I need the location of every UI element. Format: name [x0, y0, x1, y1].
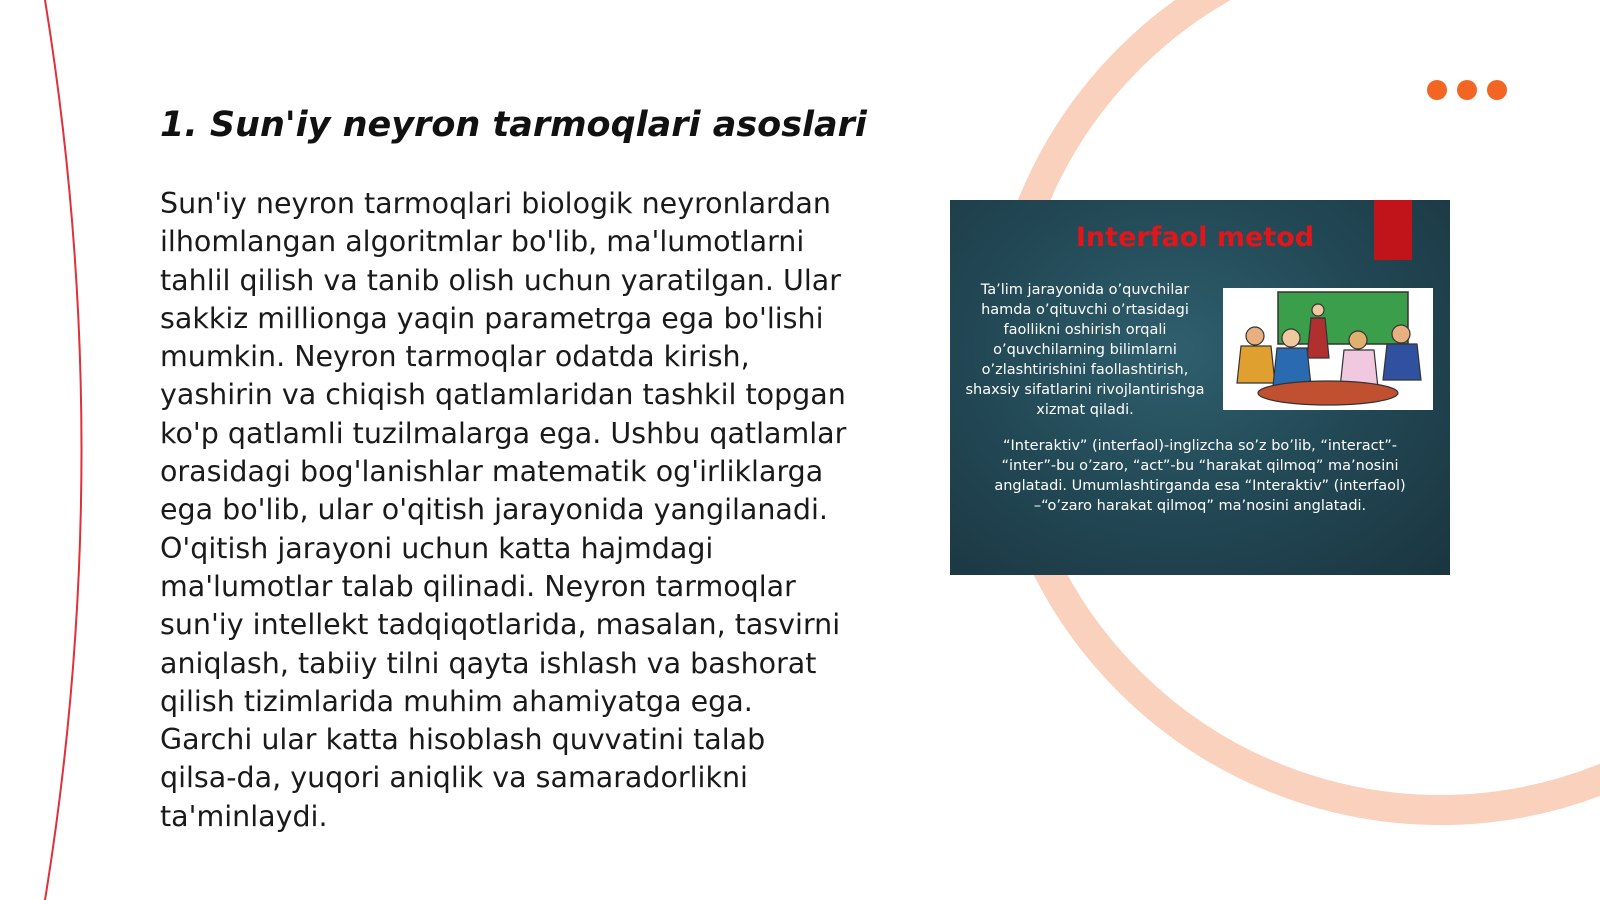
left-curve-line — [45, 0, 82, 900]
classroom-illustration — [1223, 288, 1433, 410]
embedded-slide-image — [950, 200, 1450, 575]
dot — [1487, 80, 1507, 100]
embedded-slide-quote: “Interaktiv” (interfaol)-inglizcha so’z bo’lib, “interact”- “inter”-bu o’zaro, “act”-bu “harakat qilmoq” ma’nosini anglatadi. Umumlashtirganda esa “Interaktiv” (interfaol) –“o’zaro harakat qilmoq” ma’nosini anglatadi. — [994, 438, 1406, 514]
dot — [1457, 80, 1477, 100]
more-dots-icon — [1427, 80, 1507, 100]
body-paragraph: Sun'iy neyron tarmoqlari biologik neyronlardan ilhomlangan algoritmlar bo'lib, ma'lumotlarni tahlil qilish va tanib olish uchun yaratilgan. Ular sakkiz millionga yaqin parametrga ega bo'lishi mumkin. Neyron tarmoqlar odatda kirish, yashirin va chiqish qatlamlaridan tashkil topgan ko'p qatlamli tuzilmalarga ega. Ushbu qatlamlar orasidagi bog'lanishlar matematik og'irliklarga ega bo'lib, ular o'qitish jarayonida yangilanadi. O'qitish jarayoni uchun katta hajmdagi ma'lumotlar talab qilinadi. Neyron tarmoqlar sun'iy intellekt tadqiqotlarida, masalan, tasvirni aniqlash, tabiiy tilni qayta ishlash va bashorat qilish tizimlarida muhim ahamiyatga ega. Garchi ular katta hisoblash quvvatini talab qilsa-da, yuqori aniqlik va samaradorlikni ta'minlaydi. — [160, 187, 847, 833]
embedded-slide-intro: Ta’lim jarayonida o’quvchilar hamda o’qituvchi o’rtasidagi faollikni oshirish orqali o’quvchilarning bilimlarni o’zlashtirishini faollashtirish, shaxsiy sifatlarini rivojlantirishga xizmat qiladi. — [965, 282, 1205, 418]
dot — [1427, 80, 1447, 100]
embedded-slide-title: Interfaol metod — [1075, 222, 1315, 253]
slide-title: 1. Sun'iy neyron tarmoqlari asoslari — [160, 105, 867, 145]
